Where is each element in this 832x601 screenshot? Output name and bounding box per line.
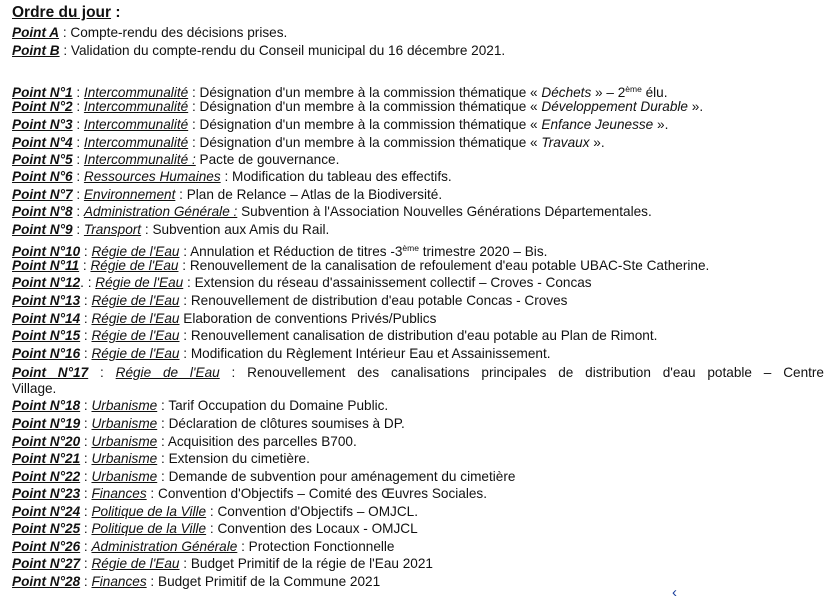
point-text: Acquisition des parcelles B700. [167, 434, 357, 449]
point-label: Point N°21 [12, 451, 81, 466]
point-label: Point N°19 [12, 416, 81, 431]
point-text-after: ». [653, 117, 669, 132]
point-label: Point N°12 [12, 275, 81, 290]
category-separator: : [188, 85, 200, 100]
category-separator: : [206, 521, 218, 536]
point-text: Budget Primitif de la régie de l'Eau 2021 [190, 556, 433, 571]
ordinal-suffix: ème [625, 84, 642, 94]
point-text-tail: trimestre 2020 – Bis. [418, 244, 548, 259]
agenda-item [12, 521, 418, 537]
point-separator: : [80, 451, 92, 466]
category-separator: : [146, 574, 158, 589]
point-category: Régie de l'Eau [91, 556, 180, 571]
point-separator: : [80, 293, 92, 308]
point-text: Déclaration de clôtures soumises à DP. [168, 416, 405, 431]
point-text: Elaboration de conventions Privés/Publics [183, 311, 437, 326]
agenda-item [12, 169, 452, 185]
point-label: Point N°11 [12, 258, 80, 273]
point-label: Point A [12, 25, 60, 40]
point-label: Point N°9 [12, 222, 73, 237]
point-category: Urbanisme [91, 416, 158, 431]
point-separator: : [72, 187, 84, 202]
commission-name: Travaux [541, 135, 590, 150]
category-separator: : [179, 556, 191, 571]
category-separator: : [179, 328, 191, 343]
agenda-item [12, 43, 505, 59]
category-separator: : [179, 244, 191, 259]
point-text: Compte-rendu des décisions prises. [70, 25, 288, 40]
point-text: Renouvellement de la canalisation de refoulement d'eau potable UBAC-Ste Catherine. [189, 258, 710, 273]
point-separator: : [80, 469, 92, 484]
category-separator: : [175, 187, 187, 202]
point-separator: : [79, 258, 91, 273]
agenda-item [12, 451, 310, 467]
point-text: Validation du compte-rendu du Conseil municipal du 16 décembre 2021. [70, 43, 506, 58]
point-category: Régie de l'Eau [90, 258, 179, 273]
point-text: Extension du réseau d'assainissement collectif – Croves - Concas [194, 275, 592, 290]
point-label: Point N°24 [12, 504, 81, 519]
point-category: Administration Générale : [83, 204, 238, 219]
point-category: Intercommunalité : [83, 152, 196, 167]
point-category: Régie de l'Eau [91, 293, 180, 308]
point-category: Intercommunalité [83, 99, 189, 114]
category-separator: : [141, 222, 153, 237]
point-text: Subvention aux Amis du Rail. [152, 222, 330, 237]
point-category: Urbanisme [91, 469, 158, 484]
point-separator: : [80, 486, 92, 501]
point-label: Point N°13 [12, 293, 81, 308]
point-separator: : [59, 43, 71, 58]
agenda-item [12, 469, 515, 485]
point-label: Point N°6 [12, 169, 73, 184]
point-text: Renouvellement canalisation de distribution d'eau potable au Plan de Rimont. [190, 328, 658, 343]
point-category: Régie de l'Eau [115, 365, 220, 380]
ordinal-suffix: ème [402, 243, 419, 253]
agenda-item [12, 398, 388, 414]
point-separator: : [59, 25, 71, 40]
point-label: Point N°10 [12, 244, 81, 259]
point-label: Point N°7 [12, 187, 73, 202]
category-separator: : [237, 539, 249, 554]
point-separator: : [72, 117, 84, 132]
point-separator: : [72, 204, 84, 219]
point-category: Urbanisme [91, 451, 158, 466]
agenda-item [12, 187, 442, 203]
commission-name: Déchets [541, 85, 592, 100]
agenda-item [12, 504, 418, 520]
category-separator: : [178, 258, 190, 273]
point-category: Régie de l'Eau [91, 328, 180, 343]
point-text: Renouvellement des canalisations principales de distribution d'eau potable – Centre [247, 365, 824, 380]
point-text: Renouvellement de distribution d'eau potable Concas - Croves [190, 293, 568, 308]
point-label: Point N°18 [12, 398, 81, 413]
category-separator: : [188, 135, 200, 150]
category-separator: : [179, 346, 191, 361]
point-text: Convention des Locaux - OMJCL [217, 521, 418, 536]
point-text: Modification du tableau des effectifs. [232, 169, 452, 184]
agenda-item [12, 328, 657, 344]
point-category: Transport [83, 222, 142, 237]
point-label: Point N°14 [12, 311, 81, 326]
point-text: Tarif Occupation du Domaine Public. [168, 398, 389, 413]
point-text: Convention d'Objectifs – OMJCL. [217, 504, 419, 519]
point-category: Régie de l'Eau [91, 311, 180, 326]
point-category: Politique de la Ville [91, 521, 207, 536]
category-separator: : [219, 365, 248, 380]
point-label: Point N°26 [12, 539, 81, 554]
agenda-item [12, 25, 287, 41]
point-separator: : [72, 85, 84, 100]
point-separator: : [80, 244, 92, 259]
agenda-item [12, 258, 709, 274]
point-separator: : [80, 521, 92, 536]
point-label: Point N°17 [12, 365, 89, 380]
point-text: Budget Primitif de la Commune 2021 [158, 574, 381, 589]
agenda-item [12, 574, 380, 590]
point-separator: : [80, 434, 92, 449]
point-separator: : [72, 169, 84, 184]
point-label: Point N°28 [12, 574, 81, 589]
point-label: Point N°27 [12, 556, 81, 571]
category-separator: : [206, 504, 218, 519]
category-separator: : [157, 469, 169, 484]
point-category: Intercommunalité [83, 85, 189, 100]
agenda-item [12, 275, 592, 291]
point-separator: : [80, 346, 92, 361]
agenda-item [12, 293, 567, 309]
category-separator: : [157, 398, 169, 413]
agenda-item [12, 81, 668, 101]
point-category: Politique de la Ville [91, 504, 207, 519]
point-category: Environnement [83, 187, 176, 202]
agenda-title [12, 4, 121, 22]
point-text: Désignation d'un membre à la commission thématique « [199, 85, 542, 100]
point-text: Désignation d'un membre à la commission thématique « [199, 99, 542, 114]
point-separator: : [80, 574, 92, 589]
point-category: Urbanisme [91, 398, 158, 413]
point-text-tail: élu. [641, 85, 668, 100]
point-separator: : [80, 539, 92, 554]
agenda-item [12, 556, 433, 572]
category-separator: : [157, 416, 169, 431]
point-text: Désignation d'un membre à la commission thématique « [199, 117, 542, 132]
point-text: Subvention à l'Association Nouvelles Générations Départementales. [241, 204, 652, 219]
point-category: Urbanisme [91, 434, 158, 449]
point-label: Point N°22 [12, 469, 81, 484]
point-label: Point B [12, 43, 60, 58]
agenda-item [12, 346, 551, 362]
point-text: Désignation d'un membre à la commission thématique « [199, 135, 542, 150]
agenda-item [12, 222, 329, 238]
commission-name: Développement Durable [541, 99, 688, 114]
agenda-item [12, 416, 405, 432]
point-text-after: » – 2 [591, 85, 626, 100]
point-separator: : [80, 556, 92, 571]
point-text: Annulation et Réduction de titres -3 [190, 244, 403, 259]
category-separator: : [188, 117, 200, 132]
point-text-after: ». [688, 99, 704, 114]
point-category: Régie de l'Eau [91, 244, 180, 259]
point-label: Point N°15 [12, 328, 81, 343]
category-separator: : [157, 451, 169, 466]
point-label: Point N°8 [12, 204, 73, 219]
title-colon: : [111, 4, 121, 21]
point-label: Point N°1 [12, 85, 73, 100]
point-text: Plan de Relance – Atlas de la Biodiversité. [186, 187, 443, 202]
category-separator: : [146, 486, 158, 501]
agenda-item [12, 311, 436, 327]
point-text-wrap: Village. [12, 381, 57, 396]
point-text: Convention d'Objectifs – Comité des Œuvres Sociales. [158, 486, 487, 501]
point-category: Finances [91, 486, 147, 501]
point-label: Point N°25 [12, 521, 81, 536]
point-text-after: ». [589, 135, 605, 150]
point-separator: : [80, 311, 92, 326]
agenda-item [12, 117, 668, 133]
point-category: Intercommunalité [83, 135, 189, 150]
agenda-item [12, 240, 547, 260]
point-separator: : [72, 99, 84, 114]
point-category: Ressources Humaines [83, 169, 221, 184]
point-label: Point N°2 [12, 99, 73, 114]
commission-name: Enfance Jeunesse [541, 117, 654, 132]
point-label: Point N°3 [12, 117, 73, 132]
agenda-item [12, 204, 652, 220]
agenda-item [12, 365, 824, 381]
point-label: Point N°5 [12, 152, 73, 167]
point-category: Intercommunalité [83, 117, 189, 132]
category-separator: : [179, 293, 191, 308]
handwritten-mark: ‹ [672, 584, 677, 601]
point-category: Administration Générale [91, 539, 238, 554]
agenda-item [12, 486, 487, 502]
agenda-item [12, 152, 339, 168]
title-text: Ordre du jour [12, 4, 112, 21]
point-separator: : [72, 152, 84, 167]
point-category: Régie de l'Eau [91, 346, 180, 361]
agenda-item [12, 539, 395, 555]
point-separator: : [80, 416, 92, 431]
point-label: Point N°23 [12, 486, 81, 501]
point-text: Demande de subvention pour aménagement du cimetière [168, 469, 516, 484]
agenda-item-continuation [12, 381, 56, 397]
point-separator: : [80, 504, 92, 519]
category-separator: : [183, 275, 195, 290]
point-separator: : [72, 222, 84, 237]
agenda-item [12, 434, 357, 450]
point-separator: : [80, 328, 92, 343]
point-text: Protection Fonctionnelle [248, 539, 395, 554]
point-label: Point N°4 [12, 135, 73, 150]
category-separator: : [157, 434, 168, 449]
point-separator: : [80, 398, 92, 413]
point-category: Finances [91, 574, 147, 589]
point-text: Extension du cimetière. [168, 451, 310, 466]
agenda-item [12, 99, 703, 115]
category-separator: : [220, 169, 233, 184]
point-category: Régie de l'Eau [95, 275, 184, 290]
point-separator: : [88, 365, 116, 380]
category-separator: : [188, 99, 200, 114]
point-separator: . : [80, 275, 96, 290]
point-text: Modification du Règlement Intérieur Eau et Assainissement. [190, 346, 551, 361]
point-label: Point N°16 [12, 346, 81, 361]
agenda-item [12, 135, 605, 151]
point-text: Pacte de gouvernance. [199, 152, 340, 167]
point-label: Point N°20 [12, 434, 81, 449]
point-separator: : [72, 135, 84, 150]
